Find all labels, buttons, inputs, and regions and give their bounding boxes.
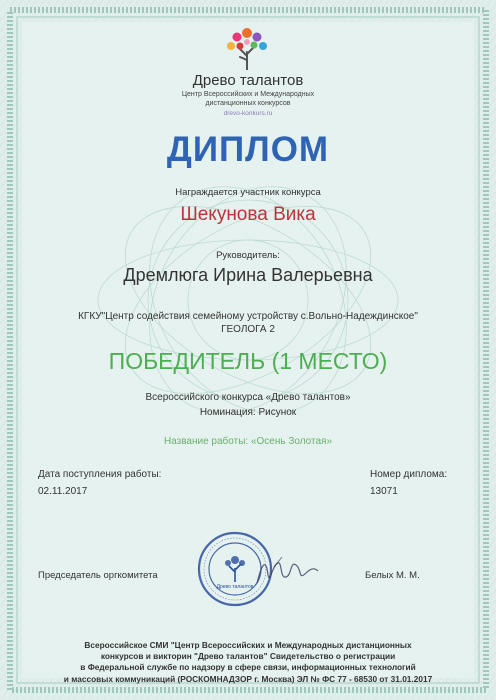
brand-name: Древо талантов — [192, 72, 304, 89]
diploma-number-label: Номер диплома: — [370, 469, 448, 480]
participant-name: Шекунова Вика — [180, 204, 316, 225]
footer-line3: в Федеральной службе по надзору в сфере связи, информационных технологий — [80, 662, 416, 673]
nomination: Номинация: Рисунок — [199, 407, 297, 418]
chairman-label: Председатель оргкомитета — [38, 570, 158, 581]
diploma-number-value: 13071 — [370, 486, 398, 497]
footer-line1: Всероссийское СМИ "Центр Всероссийских и Международных дистанционных — [84, 640, 412, 650]
awarded-text: Награждается участник конкурса — [175, 187, 321, 198]
diploma-title: ДИПЛОМ — [166, 130, 330, 169]
contest-name: Всероссийского конкурса «Древо талантов» — [145, 392, 351, 403]
brand-subtitle-line2: дистанционных конкурсов — [205, 100, 291, 107]
footer-line2: конкурсов и викторин "Древо талантов" Свидетельство о регистрации — [100, 651, 396, 662]
work-title: Название работы: «Осень Золотая» — [163, 436, 333, 447]
date-value: 02.11.2017 — [38, 486, 88, 497]
chairman-name: Белых М. М. — [365, 570, 420, 581]
organization-line2: ГЕОЛОГА 2 — [221, 324, 275, 335]
footer-line4: и массовых коммуникаций (РОСКОМНАДЗОР г. Москва) ЭЛ № ФС 77 - 68530 от 31.01.2017 — [63, 673, 433, 684]
date-label: Дата поступления работы: — [38, 469, 162, 480]
tree-logo-icon — [220, 24, 274, 70]
leader-name: Дремлюга Ирина Валерьевна — [123, 265, 373, 285]
result-place: ПОБЕДИТЕЛЬ (1 МЕСТО) — [108, 348, 388, 374]
brand-subtitle-line1: Центр Всероссийских и Международных — [181, 91, 315, 98]
signature-icon — [252, 553, 322, 591]
registration-footer — [30, 640, 466, 685]
organization-line1: КГКУ"Центр содействия семейному устройству с.Вольно-Надеждинское" — [78, 311, 418, 322]
leader-label: Руководитель: — [216, 250, 280, 261]
brand-url: drevo-konkurs.ru — [223, 110, 273, 117]
seal-text: Древо талантов — [216, 584, 254, 590]
